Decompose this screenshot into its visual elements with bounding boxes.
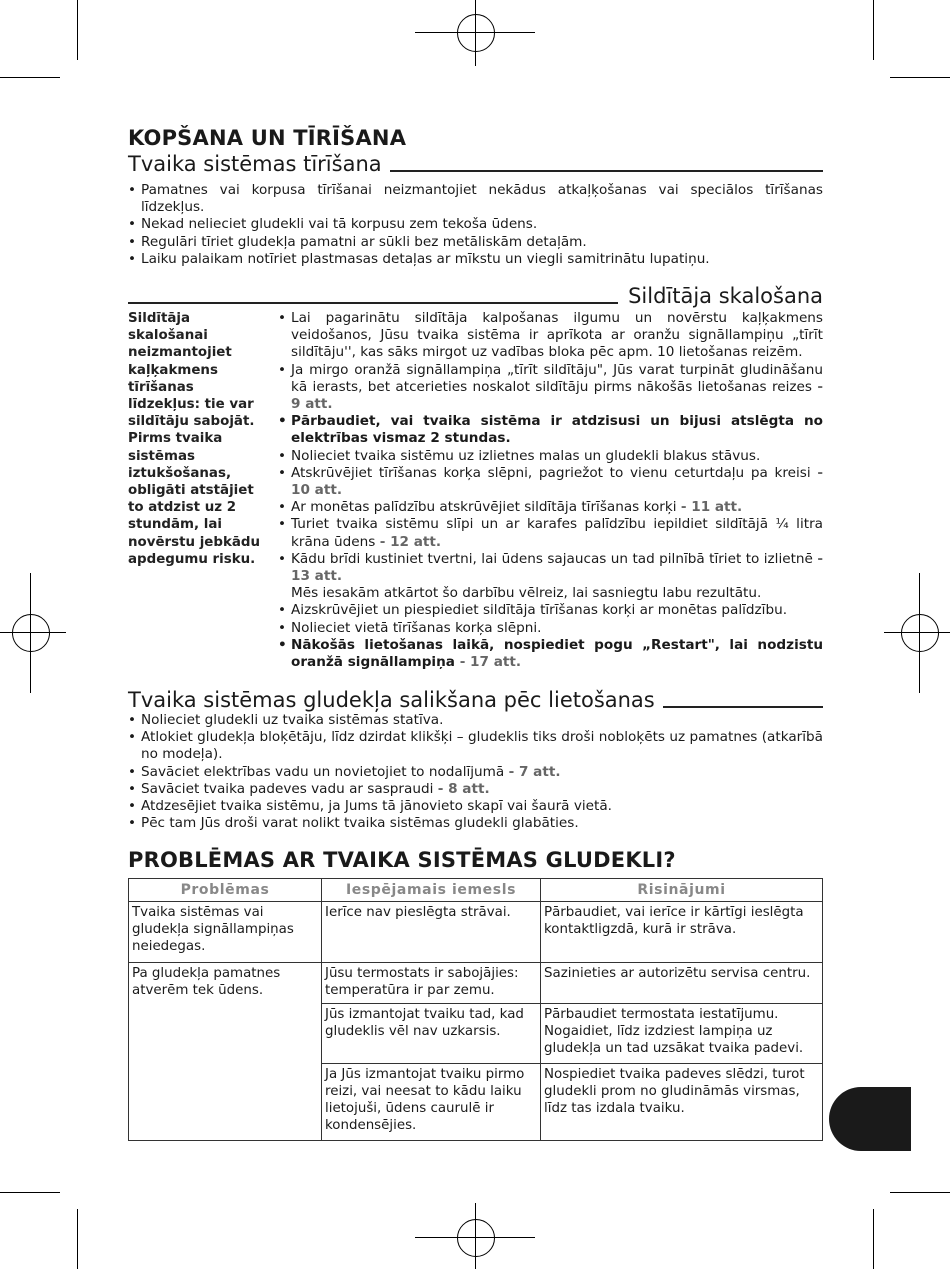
table-cell: Ja Jūs izmantojat tvaiku pirmo reizi, vai neesat to kādu laiku lietojuši, ūdens caurulē ir kondensējies. [322,1064,541,1141]
table-row [129,902,823,963]
figure-ref: - 17 att. [459,654,522,671]
section-heading-storage [128,688,823,712]
list-item: • Pamatnes vai korpusa tīrīšanai neizmantojiet nekādus atkaļķošanas vai speciālos tīrīšanas līdzekļus. [128,182,823,216]
list-item: • Laiku palaikam notīriet plastmasas detaļas ar mīkstu un viegli samitrinātu lupatiņu. [128,251,823,268]
section-heading-boiler-rinse [128,284,823,308]
figure-ref: - 13 att. [291,550,824,585]
list-item: • Savāciet tvaika padeves vadu ar saspraudi - 8 att. [128,781,823,798]
list-item: • Kādu brīdi kustiniet tvertni, lai ūdens sajaucas un tad pilnībā tīriet to izlietnē - 13 att. Mēs iesakām atkārtot šo darbību vēlreiz, lai sasniegtu labu rezultātu. [278,551,823,603]
table-header-row [129,879,823,902]
list-item: • Pārbaudiet, vai tvaika sistēma ir atdzisusi un bijusi atslēgta no elektrības vismaz 2 stundas. [278,413,823,447]
column-header: Iespējamais iemesls [322,879,541,902]
table-cell: Nospiediet tvaika padeves slēdzi, turot gludekli prom no gludināmās virsmas, līdz tas izdala tvaiku. [541,1064,823,1141]
table-cell: Pa gludekļa pamatnes atverēm tek ūdens. [129,963,322,1141]
list-item: • Nekad nelieciet gludekli vai tā korpusu zem tekoša ūdens. [128,216,823,233]
table-row [129,963,823,1004]
list-item: • Nolieciet tvaika sistēmu uz izlietnes malas un gludekli blakus stāvus. [278,448,823,465]
table-cell: Jūsu termostats ir sabojājies: temperatūra ir par zemu. [322,963,541,1004]
table-cell: Ierīce nav pieslēgta strāvai. [322,902,541,963]
figure-ref: - 7 att. [508,763,561,780]
list-item: • Atdzesējiet tvaika sistēmu, ja Jums tā jānovieto skapī vai šaurā vietā. [128,798,823,815]
figure-ref: - 9 att. [291,378,823,413]
list-item: • Nolieciet vietā tīrīšanas korķa slēpni. [278,620,823,637]
figure-ref: - 10 att. [291,464,823,499]
list-item: • Atlokiet gludekļa bloķētāju, līdz dzirdat klikšķi – gludeklis tiks droši nobloķēts uz pamatnes (atkarībā no modeļa). [128,729,823,763]
heading-rule [128,302,618,304]
list-item: • Ar monētas palīdzību atskrūvējiet sildītāja tīrīšanas korķi - 11 att. [278,499,823,516]
figure-ref: - 8 att. [437,780,490,797]
table-cell: Tvaika sistēmas vai gludekļa signāllampiņas neiedegas. [129,902,322,963]
storage-list [128,712,823,832]
figure-ref: - 12 att. [379,533,442,550]
troubleshooting-title: PROBLĒMAS AR TVAIKA SISTĒMAS GLUDEKLI? [128,848,676,872]
column-header: Risinājumi [541,879,823,902]
table-cell: Pārbaudiet, vai ierīce ir kārtīgi ieslēgta kontaktligzdā, kurā ir strāva. [541,902,823,963]
list-item: • Lai pagarinātu sildītāja kalpošanas ilgumu un novērstu kaļķakmens veidošanos, Jūsu tvaika sistēma ir aprīkota ar oranžu signāllampiņu „tīrīt sildītāju'', kas sāks mirgot uz vadības bloka pēc apm. 10 lietošanas reizēm. [278,310,823,362]
figure-ref: - 11 att. [680,499,743,516]
warning-note: Sildītāja skalošanai neizmantojiet kaļķakmens tīrīšanas līdzekļus: tie var sildītāju sabojāt. Pirms tvaika sistēmas iztukšošanas, obligāti atstājiet to atdzist uz 2 stundām, lai novērstu jebkādu apdegumu risku. [128,311,261,567]
section-heading-text: Sildītāja skalošana [628,284,823,308]
table-cell: Jūs izmantojat tvaiku tad, kad gludeklis vēl nav uzkarsis. [322,1004,541,1064]
list-item: • Savāciet elektrības vadu un novietojiet to nodalījumā - 7 att. [128,764,823,781]
section-heading-text: Tvaika sistēmas tīrīšana [128,152,382,176]
list-item: • Regulāri tīriet gludekļa pamatni ar sūkli bez metāliskām detaļām. [128,234,823,251]
list-item: • Atskrūvējiet tīrīšanas korķa slēpni, pagriežot to vienu ceturtdaļu pa kreisi - 10 att. [278,465,823,499]
section-heading-text: Tvaika sistēmas gludekļa salikšana pēc lietošanas [128,688,655,712]
column-header: Problēmas [129,879,322,902]
table-cell: Pārbaudiet termostata iestatījumu. Nogaidiet, līdz izdziest lampiņa uz gludekļa un tad uzsākat tvaika padevi. [541,1004,823,1064]
heading-rule [390,170,823,172]
page-tab-marker [829,1087,911,1151]
section-heading-steam-cleaning [128,152,823,176]
troubleshooting-table [128,878,823,1141]
list-item: • Aizskrūvējiet un piespiediet sildītāja tīrīšanas korķi ar monētas palīdzību. [278,602,823,619]
cleaning-list [128,182,823,268]
rinse-steps-list [278,310,823,671]
heading-rule [663,706,823,708]
list-item: • Nolieciet gludekli uz tvaika sistēmas statīva. [128,712,823,729]
page-title: KOPŠANA UN TĪRĪŠANA [128,126,407,150]
table-cell: Sazinieties ar autorizētu servisa centru. [541,963,823,1004]
list-item: • Pēc tam Jūs droši varat nolikt tvaika sistēmas gludekli glabāties. [128,815,823,832]
list-item: • Ja mirgo oranžā signāllampiņa „tīrīt sildītāju", Jūs varat turpināt gludināšanu kā ierasts, bet atcerieties noskalot sildītāju pirms nākošās lietošanas reizes - 9 att. [278,362,823,414]
list-item: • Turiet tvaika sistēmu slīpi un ar karafes palīdzību iepildiet sildītājā ¼ litra krāna ūdens - 12 att. [278,516,823,550]
list-item: • Nākošās lietošanas laikā, nospiediet pogu „Restart", lai nodzistu oranžā signāllampiņa - 17 att. [278,637,823,671]
